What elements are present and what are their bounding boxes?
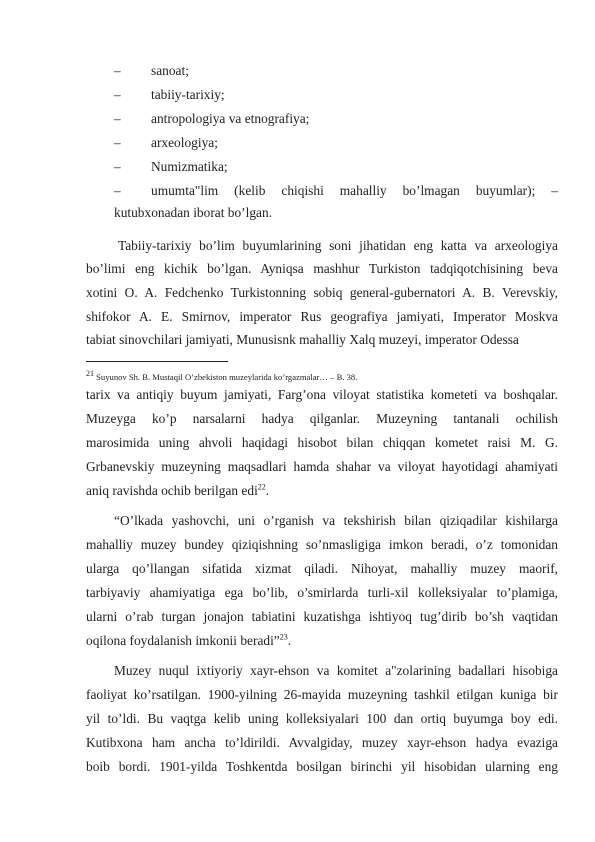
list-dash: – bbox=[114, 63, 121, 78]
paragraph-line: yil to’ldi. Bu vaqtga kelib uning kolleksiyalari 100 dan ortiq buyumga boy edi. bbox=[86, 711, 558, 726]
paragraph-line: shifokor A. E. Smirnov, imperator Rus geografiya jamiyati, Imperator Moskva bbox=[86, 309, 558, 324]
paragraph-line: Muzey nuqul ixtiyoriy xayr-ehson va komitet a"zolarining badallari hisobiga bbox=[114, 663, 558, 678]
list-dash: – bbox=[114, 87, 121, 102]
footnote-ref: 22 bbox=[257, 482, 266, 492]
paragraph-text: oqilona foydalanish imkonii beradi” bbox=[86, 633, 280, 648]
paragraph-line: faoliyat ko’rsatilgan. 1900-yilning 26-mayida muzeyning tashkil etilgan kuniga bir bbox=[86, 687, 558, 702]
paragraph-line: ularga qo’llangan sifatida xizmat qiladi. Nihoyat, mahalliy muzey maorif, bbox=[86, 561, 558, 576]
paragraph-line: marosimida uning ahvoli haqidagi hisobot bilan chiqqan kometet raisi M. G. bbox=[86, 435, 558, 450]
paragraph-line: ularni o’rab turgan jonajon tabiatini kuzatishga ishtiyoq tug’dirib bo’sh vaqtidan bbox=[86, 609, 558, 624]
footnote-text: Suyunov Sh. B. Mustaqil O’zbekiston muzeylarida ko’rgazmalar… – B. 38. bbox=[94, 372, 358, 382]
paragraph-line: Tabiiy-tarixiy bo’lim buyumlarining soni jihatidan eng katta va arxeologiya bbox=[118, 238, 558, 253]
paragraph-text: . bbox=[265, 483, 270, 498]
paragraph-line: Muzeyga ko’p narsalarni hadya qilganlar. Muzeyning tantanali ochilish bbox=[86, 411, 558, 426]
paragraph-text: aniq ravishda ochib berilgan edi bbox=[86, 483, 258, 498]
footnote-number: 21 bbox=[86, 369, 94, 379]
list-item-text: Numizmatika; bbox=[151, 159, 228, 174]
list-dash: – bbox=[114, 159, 121, 174]
paragraph-line: Kutibxona ham ancha to’ldirildi. Avvalgiday, muzey xayr-ehson hadya evaziga bbox=[86, 735, 558, 750]
list-item-text: arxeologiya; bbox=[151, 135, 218, 150]
footnote-ref: 23 bbox=[279, 632, 288, 642]
paragraph-line: Grbanevskiy muzeyning maqsadlari hamda shahar va viloyat hayotidagi ahamiyati bbox=[86, 459, 558, 474]
paragraph-line bbox=[86, 481, 558, 501]
paragraph-text: . bbox=[287, 633, 292, 648]
list-dash: – bbox=[114, 183, 121, 198]
list-dash: – bbox=[114, 135, 121, 150]
paragraph-line bbox=[86, 631, 558, 651]
paragraph-line: tarix va antiqiy buyum jamiyati, Farg’ona viloyat statistika kometeti va boshqalar. bbox=[86, 387, 558, 402]
list-item-continuation bbox=[114, 203, 272, 223]
paragraph-line: xotini O. A. Fedchenko Turkistonning sobiq general-gubernatori A. B. Verevskiy, bbox=[86, 285, 558, 300]
paragraph-line: bo’limi eng kichik bo’lgan. Ayniqsa mashhur Turkiston tadqiqotchisining beva bbox=[86, 261, 558, 276]
list-item-text: sanoat; bbox=[151, 63, 189, 78]
list-dash: – bbox=[114, 111, 121, 126]
list-item-text: tabiiy-tarixiy; bbox=[151, 87, 225, 102]
list-item bbox=[114, 181, 558, 201]
footnote-divider bbox=[86, 361, 228, 362]
paragraph-line: tarbiyaviy ahamiyatiga ega bo’lib, o’smirlarda turli-xil kolleksiyalar to’plamiga, bbox=[86, 585, 558, 600]
list-item-text: antropologiya va etnografiya; bbox=[151, 111, 310, 126]
list-item-text: umumta"lim (kelib chiqishi mahalliy bo’lmagan buyumlar); – bbox=[151, 183, 558, 198]
paragraph-line: boib bordi. 1901-yilda Toshkentda bosilgan birinchi yil hisobidan ularning eng bbox=[86, 759, 558, 774]
paragraph-line: “O’lkada yashovchi, uni o’rganish va tekshirish bilan qiziqadilar kishilarga bbox=[114, 513, 558, 528]
list-item-text: kutubxonadan iborat bo’lgan. bbox=[114, 205, 273, 220]
paragraph-line: mahalliy muzey bundey qiziqishning so’nmasligiga imkon beradi, o’z tomonidan bbox=[86, 537, 558, 552]
footnote bbox=[86, 371, 357, 383]
paragraph-line: tabiat sinovchilari jamiyati, Munusisnk mahalliy Xalq muzeyi, imperator Odessa bbox=[86, 332, 519, 347]
